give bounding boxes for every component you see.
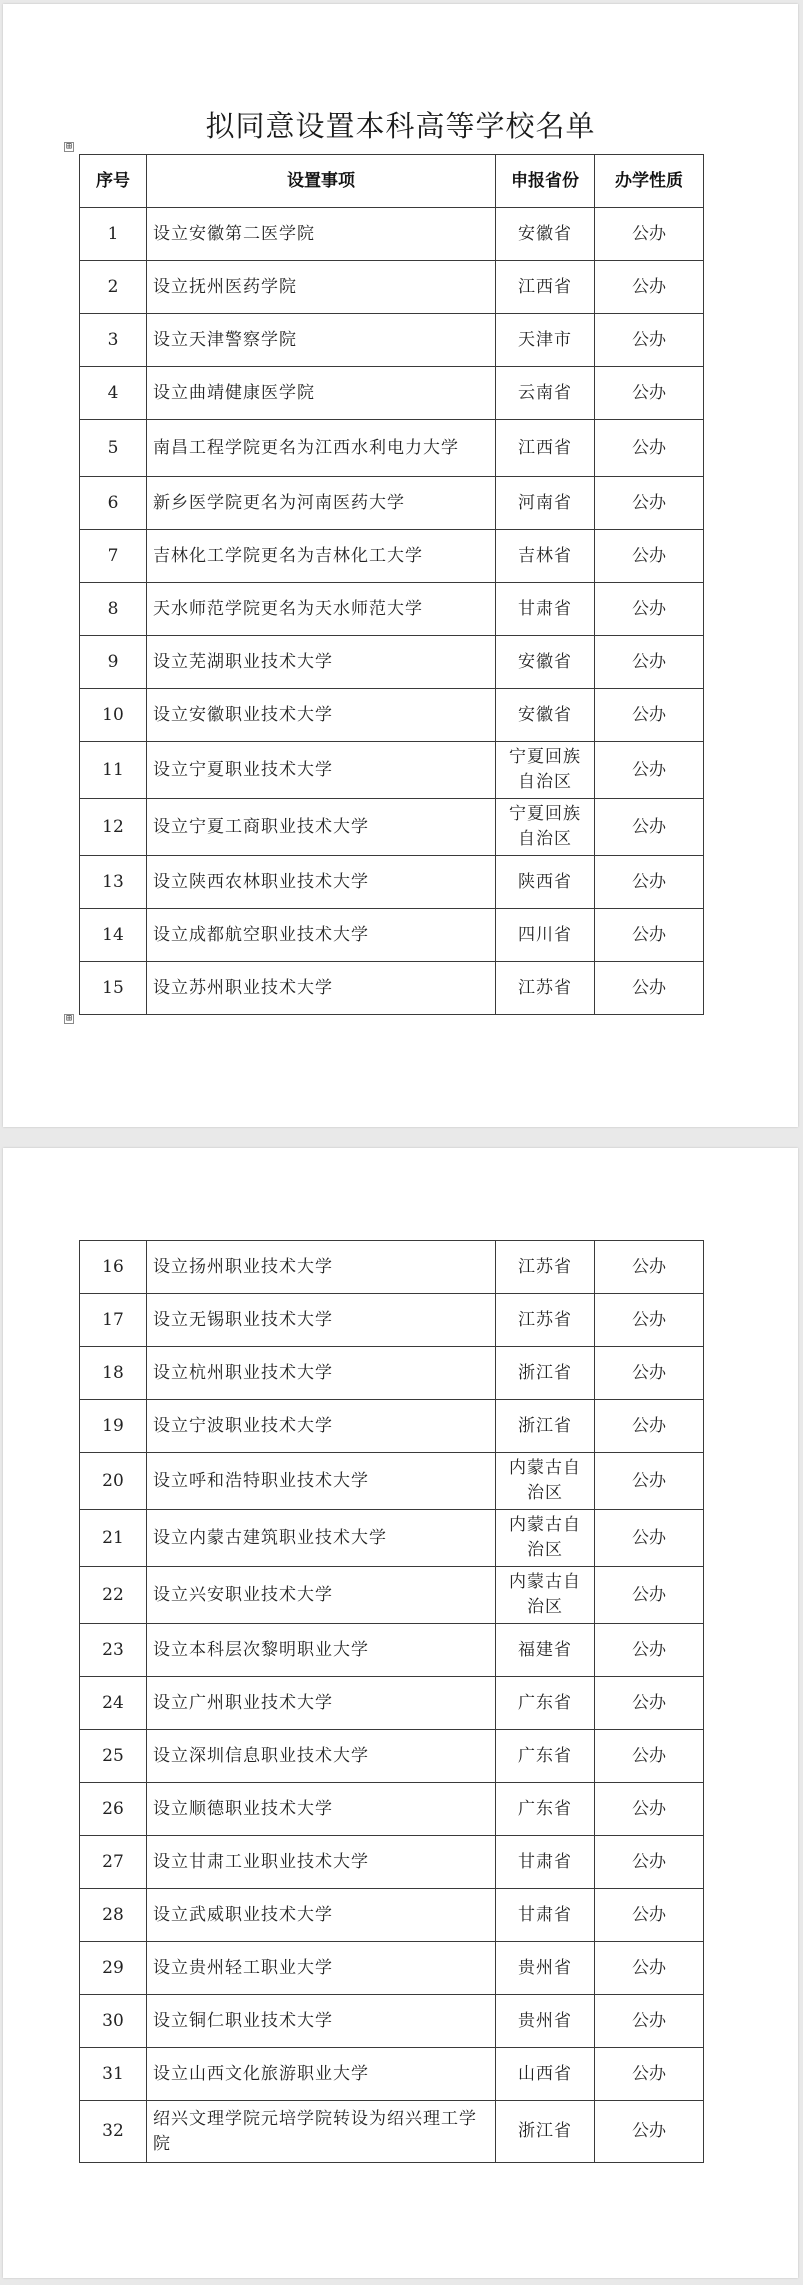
- table-resize-handle-icon[interactable]: ⊞: [65, 1013, 73, 1024]
- row-item-cell: 绍兴文理学院元培学院转设为绍兴理工学院: [147, 2101, 496, 2163]
- row-province-cell: 浙江省: [496, 2101, 595, 2163]
- header-seq: 序号: [80, 155, 147, 208]
- row-province-cell: 江西省: [496, 420, 595, 477]
- table-row: [80, 1783, 704, 1836]
- row-seq-cell: 4: [80, 367, 147, 420]
- row-item-cell: 设立无锡职业技术大学: [147, 1294, 496, 1347]
- row-seq-cell: 17: [80, 1294, 147, 1347]
- row-nature-cell: 公办: [595, 856, 704, 909]
- row-province-cell: 贵州省: [496, 1995, 595, 2048]
- row-province-cell: 浙江省: [496, 1400, 595, 1453]
- row-nature-cell: 公办: [595, 208, 704, 261]
- row-seq-cell: 24: [80, 1677, 147, 1730]
- row-seq-cell: 26: [80, 1783, 147, 1836]
- row-nature-cell: 公办: [595, 1942, 704, 1995]
- table-row: [80, 1510, 704, 1567]
- row-province-cell: 内蒙古自治区: [496, 1567, 595, 1624]
- table-row: [80, 1624, 704, 1677]
- row-item-cell: 设立陕西农林职业技术大学: [147, 856, 496, 909]
- row-nature-cell: 公办: [595, 1889, 704, 1942]
- row-item-cell: 设立芜湖职业技术大学: [147, 636, 496, 689]
- row-seq-cell: 7: [80, 530, 147, 583]
- table-move-handle-icon[interactable]: ⊞: [65, 141, 73, 152]
- row-item-cell: 设立天津警察学院: [147, 314, 496, 367]
- row-nature-cell: 公办: [595, 367, 704, 420]
- row-province-cell: 广东省: [496, 1730, 595, 1783]
- row-item-cell: 设立山西文化旅游职业大学: [147, 2048, 496, 2101]
- row-seq-cell: 31: [80, 2048, 147, 2101]
- row-item-cell: 设立宁夏工商职业技术大学: [147, 799, 496, 856]
- row-nature-cell: 公办: [595, 799, 704, 856]
- row-seq-cell: 16: [80, 1241, 147, 1294]
- row-seq-cell: 25: [80, 1730, 147, 1783]
- row-item-cell: 设立内蒙古建筑职业技术大学: [147, 1510, 496, 1567]
- table-row: [80, 2101, 704, 2163]
- header-nature: 办学性质: [595, 155, 704, 208]
- table-row: [80, 1995, 704, 2048]
- university-list-table-continued: [79, 1240, 704, 2163]
- row-province-cell: 吉林省: [496, 530, 595, 583]
- row-province-cell: 安徽省: [496, 208, 595, 261]
- row-item-cell: 设立宁波职业技术大学: [147, 1400, 496, 1453]
- table-row: [80, 261, 704, 314]
- row-nature-cell: 公办: [595, 962, 704, 1015]
- table-header-row: [80, 155, 704, 208]
- row-seq-cell: 15: [80, 962, 147, 1015]
- row-seq-cell: 21: [80, 1510, 147, 1567]
- table-row: [80, 314, 704, 367]
- row-seq-cell: 27: [80, 1836, 147, 1889]
- row-province-cell: 甘肃省: [496, 1836, 595, 1889]
- row-nature-cell: 公办: [595, 477, 704, 530]
- table-body-page2: [80, 1241, 704, 2163]
- row-nature-cell: 公办: [595, 909, 704, 962]
- row-item-cell: 设立安徽第二医学院: [147, 208, 496, 261]
- table-row: [80, 909, 704, 962]
- row-nature-cell: 公办: [595, 583, 704, 636]
- table-row: [80, 208, 704, 261]
- row-nature-cell: 公办: [595, 636, 704, 689]
- table-row: [80, 530, 704, 583]
- table-row: [80, 742, 704, 799]
- row-item-cell: 设立曲靖健康医学院: [147, 367, 496, 420]
- row-nature-cell: 公办: [595, 689, 704, 742]
- row-item-cell: 设立呼和浩特职业技术大学: [147, 1453, 496, 1510]
- row-seq-cell: 10: [80, 689, 147, 742]
- row-nature-cell: 公办: [595, 1453, 704, 1510]
- row-seq-cell: 1: [80, 208, 147, 261]
- row-province-cell: 甘肃省: [496, 583, 595, 636]
- row-seq-cell: 29: [80, 1942, 147, 1995]
- table-row: [80, 1942, 704, 1995]
- row-province-cell: 河南省: [496, 477, 595, 530]
- row-province-cell: 江苏省: [496, 962, 595, 1015]
- row-province-cell: 江苏省: [496, 1294, 595, 1347]
- table-row: [80, 1400, 704, 1453]
- row-item-cell: 设立兴安职业技术大学: [147, 1567, 496, 1624]
- row-nature-cell: 公办: [595, 1241, 704, 1294]
- row-province-cell: 广东省: [496, 1783, 595, 1836]
- row-nature-cell: 公办: [595, 1677, 704, 1730]
- row-item-cell: 设立武威职业技术大学: [147, 1889, 496, 1942]
- row-seq-cell: 3: [80, 314, 147, 367]
- row-seq-cell: 23: [80, 1624, 147, 1677]
- row-nature-cell: 公办: [595, 2101, 704, 2163]
- row-seq-cell: 11: [80, 742, 147, 799]
- row-nature-cell: 公办: [595, 530, 704, 583]
- row-seq-cell: 12: [80, 799, 147, 856]
- row-province-cell: 四川省: [496, 909, 595, 962]
- row-item-cell: 设立贵州轻工职业大学: [147, 1942, 496, 1995]
- row-seq-cell: 20: [80, 1453, 147, 1510]
- table-body-page1: [80, 208, 704, 1015]
- row-province-cell: 贵州省: [496, 1942, 595, 1995]
- row-nature-cell: 公办: [595, 1294, 704, 1347]
- row-item-cell: 设立广州职业技术大学: [147, 1677, 496, 1730]
- row-item-cell: 设立本科层次黎明职业大学: [147, 1624, 496, 1677]
- row-nature-cell: 公办: [595, 1730, 704, 1783]
- row-province-cell: 宁夏回族自治区: [496, 799, 595, 856]
- row-nature-cell: 公办: [595, 1400, 704, 1453]
- row-province-cell: 内蒙古自治区: [496, 1510, 595, 1567]
- row-item-cell: 南昌工程学院更名为江西水利电力大学: [147, 420, 496, 477]
- row-seq-cell: 19: [80, 1400, 147, 1453]
- row-item-cell: 设立深圳信息职业技术大学: [147, 1730, 496, 1783]
- row-item-cell: 设立安徽职业技术大学: [147, 689, 496, 742]
- header-province: 申报省份: [496, 155, 595, 208]
- row-nature-cell: 公办: [595, 1783, 704, 1836]
- table-row: [80, 1836, 704, 1889]
- document-title: 拟同意设置本科高等学校名单: [205, 109, 596, 143]
- table-row: [80, 1889, 704, 1942]
- row-item-cell: 设立成都航空职业技术大学: [147, 909, 496, 962]
- row-seq-cell: 32: [80, 2101, 147, 2163]
- row-seq-cell: 30: [80, 1995, 147, 2048]
- row-nature-cell: 公办: [595, 1567, 704, 1624]
- row-seq-cell: 14: [80, 909, 147, 962]
- row-item-cell: 设立苏州职业技术大学: [147, 962, 496, 1015]
- university-list-table: [79, 154, 704, 1015]
- row-nature-cell: 公办: [595, 1836, 704, 1889]
- table-row: [80, 1677, 704, 1730]
- row-nature-cell: 公办: [595, 1624, 704, 1677]
- table-row: [80, 1453, 704, 1510]
- table-row: [80, 962, 704, 1015]
- table-row: [80, 367, 704, 420]
- row-province-cell: 甘肃省: [496, 1889, 595, 1942]
- row-seq-cell: 22: [80, 1567, 147, 1624]
- row-nature-cell: 公办: [595, 420, 704, 477]
- row-province-cell: 浙江省: [496, 1347, 595, 1400]
- row-nature-cell: 公办: [595, 1995, 704, 2048]
- table-row: [80, 689, 704, 742]
- table-row: [80, 1294, 704, 1347]
- row-seq-cell: 6: [80, 477, 147, 530]
- table-row: [80, 799, 704, 856]
- row-province-cell: 内蒙古自治区: [496, 1453, 595, 1510]
- row-seq-cell: 5: [80, 420, 147, 477]
- row-item-cell: 设立扬州职业技术大学: [147, 1241, 496, 1294]
- table-row: [80, 2048, 704, 2101]
- table-row: [80, 1730, 704, 1783]
- table-row: [80, 420, 704, 477]
- row-item-cell: 设立铜仁职业技术大学: [147, 1995, 496, 2048]
- row-item-cell: 设立甘肃工业职业技术大学: [147, 1836, 496, 1889]
- row-province-cell: 安徽省: [496, 689, 595, 742]
- row-seq-cell: 8: [80, 583, 147, 636]
- row-seq-cell: 18: [80, 1347, 147, 1400]
- row-province-cell: 广东省: [496, 1677, 595, 1730]
- row-item-cell: 吉林化工学院更名为吉林化工大学: [147, 530, 496, 583]
- row-nature-cell: 公办: [595, 1347, 704, 1400]
- row-province-cell: 陕西省: [496, 856, 595, 909]
- document-page-2: [3, 1148, 798, 2278]
- table-row: [80, 1347, 704, 1400]
- row-province-cell: 宁夏回族自治区: [496, 742, 595, 799]
- row-item-cell: 设立宁夏职业技术大学: [147, 742, 496, 799]
- row-item-cell: 设立杭州职业技术大学: [147, 1347, 496, 1400]
- row-province-cell: 福建省: [496, 1624, 595, 1677]
- table-row: [80, 477, 704, 530]
- table-row: [80, 1241, 704, 1294]
- row-item-cell: 设立顺德职业技术大学: [147, 1783, 496, 1836]
- row-seq-cell: 13: [80, 856, 147, 909]
- row-nature-cell: 公办: [595, 261, 704, 314]
- table-row: [80, 583, 704, 636]
- row-province-cell: 江西省: [496, 261, 595, 314]
- row-province-cell: 安徽省: [496, 636, 595, 689]
- document-page-1: [3, 4, 798, 1127]
- row-nature-cell: 公办: [595, 742, 704, 799]
- row-province-cell: 江苏省: [496, 1241, 595, 1294]
- table-row: [80, 1567, 704, 1624]
- row-province-cell: 云南省: [496, 367, 595, 420]
- row-province-cell: 山西省: [496, 2048, 595, 2101]
- row-nature-cell: 公办: [595, 2048, 704, 2101]
- row-nature-cell: 公办: [595, 314, 704, 367]
- row-nature-cell: 公办: [595, 1510, 704, 1567]
- row-item-cell: 新乡医学院更名为河南医药大学: [147, 477, 496, 530]
- table-row: [80, 856, 704, 909]
- row-seq-cell: 28: [80, 1889, 147, 1942]
- row-item-cell: 天水师范学院更名为天水师范大学: [147, 583, 496, 636]
- table-row: [80, 636, 704, 689]
- row-item-cell: 设立抚州医药学院: [147, 261, 496, 314]
- row-seq-cell: 2: [80, 261, 147, 314]
- row-seq-cell: 9: [80, 636, 147, 689]
- header-item: 设置事项: [147, 155, 496, 208]
- row-province-cell: 天津市: [496, 314, 595, 367]
